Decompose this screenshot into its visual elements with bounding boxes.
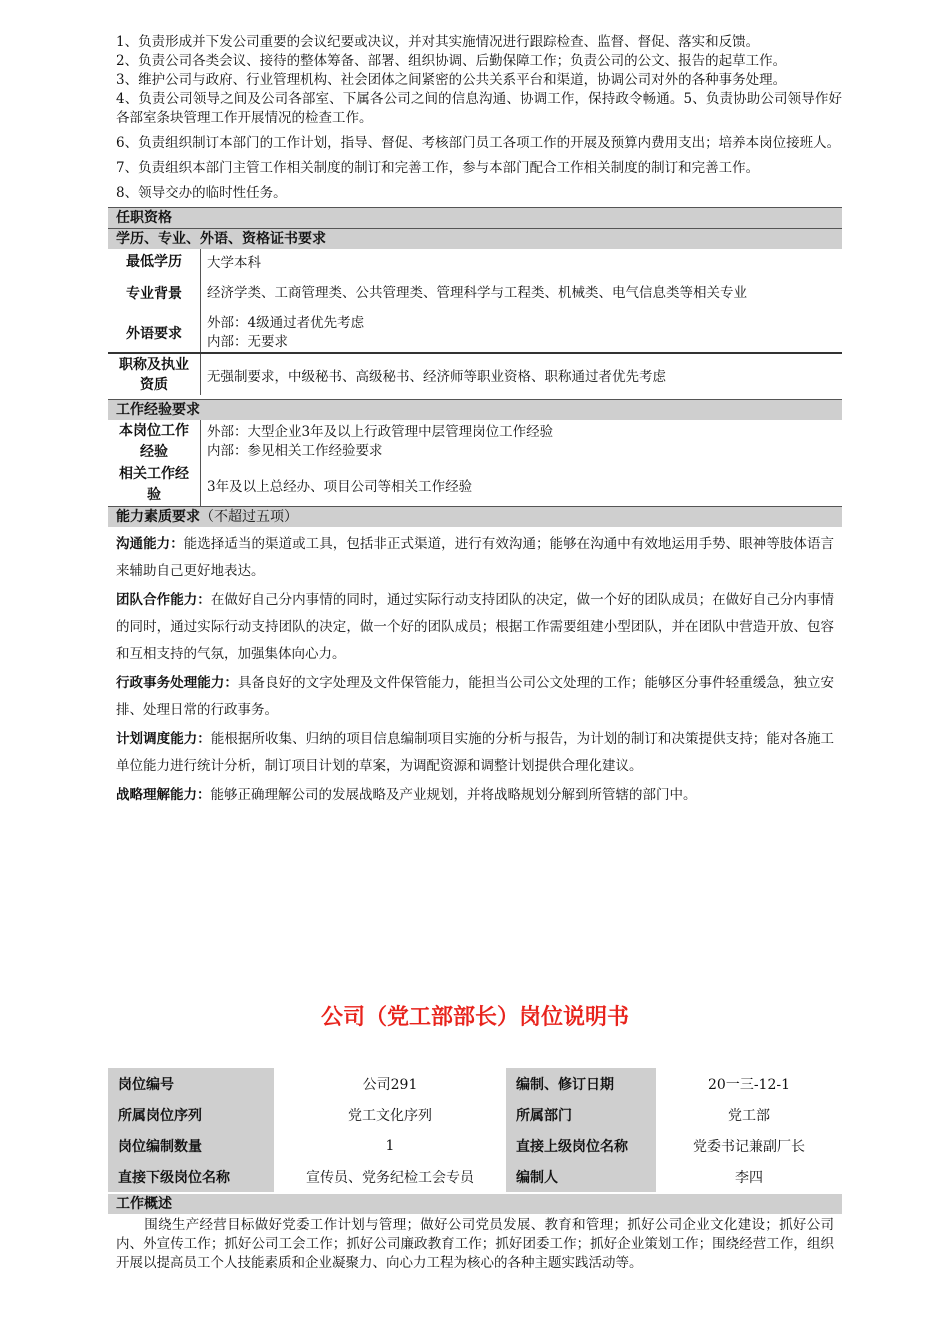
info-row xyxy=(108,1161,842,1192)
ability-heading-text: 能力素质要求 xyxy=(116,509,200,525)
foreign-internal: 内部：无要求 xyxy=(207,333,288,350)
ability-item xyxy=(116,531,834,585)
position-info-table xyxy=(108,1068,842,1192)
row-label: 最低学历 xyxy=(108,249,201,273)
ability-name: 沟通能力： xyxy=(116,536,184,552)
education-heading: 学历、专业、外语、资格证书要求 xyxy=(108,228,842,249)
info-value: 公司291 xyxy=(362,1076,418,1093)
foreign-external: 外部：4级通过者优先考虑 xyxy=(207,314,365,331)
duty-item: 1、负责形成并下发公司重要的会议纪要或决议，并对其实施情况进行跟踪检查、监督、督促、落实和反馈。 xyxy=(116,34,760,50)
info-value: 20一三-12-1 xyxy=(708,1076,790,1093)
row-label: 相关工作经验 xyxy=(108,464,201,506)
row-label: 专业背景 xyxy=(108,273,201,313)
row-label: 本岗位工作经验 xyxy=(108,420,201,464)
duty-item: 8、领导交办的临时性任务。 xyxy=(116,185,287,201)
info-key: 编制人 xyxy=(506,1161,656,1192)
info-value: 党委书记兼副厂长 xyxy=(693,1138,805,1155)
row-value: 无强制要求，中级秘书、高级秘书、经济师等职业资格、职称通过者优先考虑 xyxy=(201,353,843,395)
overview-text xyxy=(108,1214,842,1273)
work-overview xyxy=(108,1194,842,1273)
document-title: 公司（党工部部长）岗位说明书 xyxy=(320,1005,629,1030)
row-label: 外语要求 xyxy=(108,313,201,353)
ability-text: 能够正确理解公司的发展战略及产业规划，并将战略规划分解到所管辖的部门中。 xyxy=(210,787,697,803)
info-key: 所属部门 xyxy=(506,1099,656,1130)
row-value: 经济学类、工商管理类、公共管理类、管理科学与工程类、机械类、电气信息类等相关专业 xyxy=(207,284,747,301)
duty-item: 3、维护公司与政府、行业管理机构、社会团体之间紧密的公共关系平台和渠道，协调公司对外的各种事务处理。 xyxy=(116,72,787,88)
duty-item: 7、负责组织本部门主管工作相关制度的制订和完善工作，参与本部门配合工作相关制度的制订和完善工作。 xyxy=(116,160,760,176)
ability-name: 行政事务处理能力： xyxy=(116,675,238,691)
info-key: 编制、修订日期 xyxy=(506,1068,656,1099)
info-key: 所属岗位序列 xyxy=(108,1099,274,1130)
row-value: 3年及以上总经办、项目公司等相关工作经验 xyxy=(207,479,473,495)
info-key: 直接上级岗位名称 xyxy=(506,1130,656,1161)
row-label: 职称及执业资质 xyxy=(108,353,201,395)
info-value: 宣传员、党务纪检工会专员 xyxy=(306,1169,474,1186)
overview-body: 围绕生产经营目标做好党委工作计划与管理；做好公司党员发展、教育和管理；抓好公司企业文化建设；抓好公司内、外宣传工作；抓好公司工会工作；抓好公司廉政教育工作；抓好团委工作；抓好企业策划工作；围绕经营工作，组织开展以提高员工个人技能素质和企业凝聚力、向心力工程为核心的各种主题实践活动等。 xyxy=(116,1217,834,1271)
info-row xyxy=(108,1068,842,1099)
experience-table xyxy=(108,420,842,506)
info-key: 直接下级岗位名称 xyxy=(108,1161,274,1192)
ability-text: 能根据所收集、归纳的项目信息编制项目实施的分析与报告，为计划的制订和决策提供支持；能对各施工单位能力进行统计分析，制订项目计划的草案，为调配资源和调整计划提供合理化建议。 xyxy=(116,731,835,774)
duty-item: 2、负责公司各类会议、接待的整体筹备、部署、组织协调、后勤保障工作；负责公司的公文、报告的起草工作。 xyxy=(116,53,787,69)
qualification-heading: 任职资格 xyxy=(108,207,842,228)
job-description-sheet xyxy=(108,0,842,811)
ability-item xyxy=(116,726,834,780)
info-row xyxy=(108,1130,842,1161)
duty-item: 4、负责公司领导之间及公司各部室、下属各公司之间的信息沟通、协调工作，保持政令畅通。5、负责协助公司领导作好各部室条块管理工作开展情况的检查工作。 xyxy=(116,91,842,126)
ability-name: 计划调度能力： xyxy=(116,731,211,747)
ability-item xyxy=(116,782,834,809)
ability-heading xyxy=(108,506,842,527)
info-key: 岗位编号 xyxy=(108,1068,274,1099)
ability-heading-note: （不超过五项） xyxy=(200,509,298,525)
info-value: 党工文化序列 xyxy=(348,1107,432,1124)
ability-text: 能选择适当的渠道或工具，包括非正式渠道，进行有效沟通；能够在沟通中有效地运用手势、眼神等肢体语言来辅助自己更好地表达。 xyxy=(116,536,835,579)
ability-name: 战略理解能力： xyxy=(116,787,211,803)
info-value: 1 xyxy=(385,1137,395,1154)
exp-internal: 内部：参见相关工作经验要求 xyxy=(207,443,383,459)
row-value xyxy=(201,420,843,464)
row-value: 大学本科 xyxy=(207,255,261,271)
ability-list xyxy=(108,527,842,809)
ability-text: 具备良好的文字处理及文件保管能力，能担当公司公文处理的工作；能够区分事件轻重缓急，独立安排、处理日常的行政事务。 xyxy=(116,675,835,718)
ability-name: 团队合作能力： xyxy=(116,592,211,608)
experience-heading: 工作经验要求 xyxy=(108,399,842,420)
ability-item xyxy=(116,587,834,668)
info-row xyxy=(108,1099,842,1130)
row-value xyxy=(201,313,843,353)
ability-item xyxy=(116,670,834,724)
ability-text: 在做好自己分内事情的同时，通过实际行动支持团队的决定，做一个好的团队成员；在做好自己分内事情的同时，通过实际行动支持团队的决定，做一个好的团队成员；根据工作需要组建小型团队，并在团队中营造开放、包容和互相支持的气氛，加强集体向心力。 xyxy=(116,592,835,662)
education-table xyxy=(108,249,842,395)
info-value: 李四 xyxy=(735,1169,763,1186)
info-value: 党工部 xyxy=(728,1107,770,1124)
info-key: 岗位编制数量 xyxy=(108,1130,274,1161)
duties-list xyxy=(108,0,842,203)
overview-heading: 工作概述 xyxy=(108,1194,842,1214)
exp-external: 外部：大型企业3年及以上行政管理中层管理岗位工作经验 xyxy=(207,424,554,440)
duty-item: 6、负责组织制订本部门的工作计划，指导、督促、考核部门员工各项工作的开展及预算内费用支出；培养本岗位接班人。 xyxy=(116,135,841,151)
